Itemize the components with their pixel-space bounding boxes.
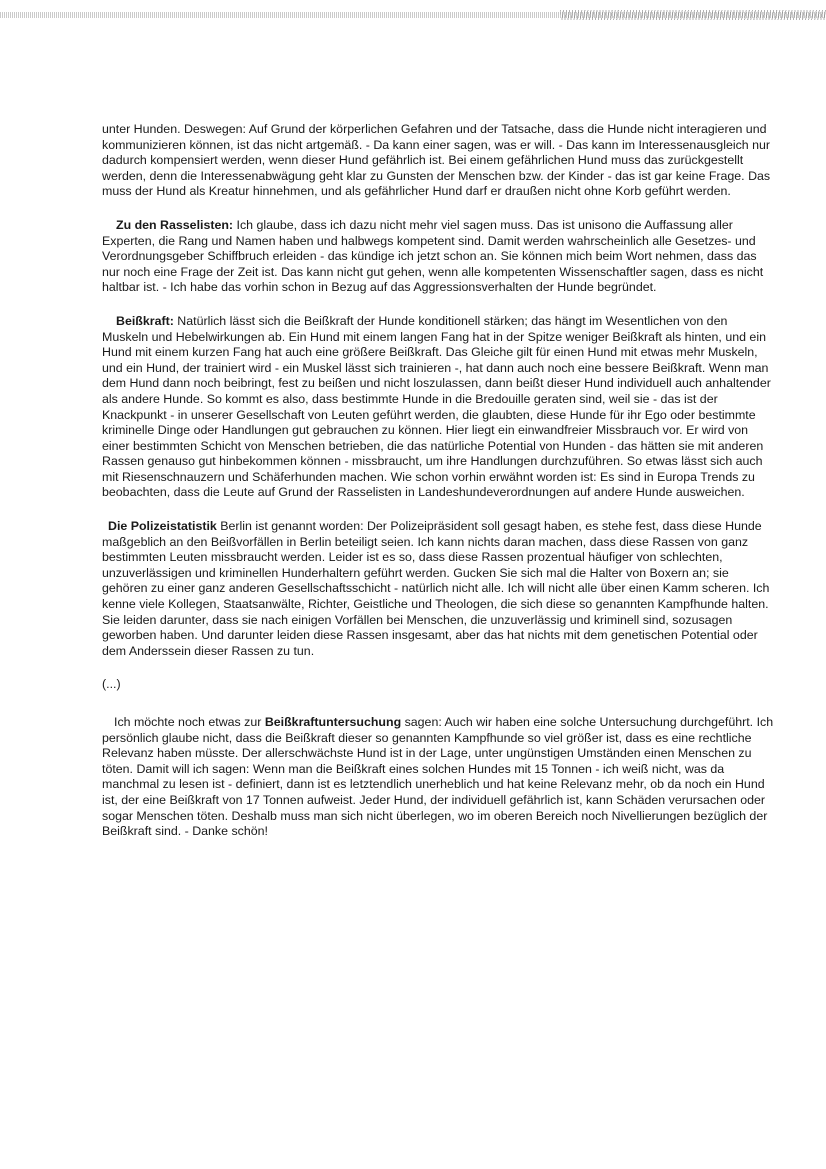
paragraph-intro-text: unter Hunden. Deswegen: Auf Grund der körperlichen Gefahren und der Tatsache, dass die Hunde nicht interagieren und kommunizieren können, ist das nicht artgemäß. - Da kann einer sagen, was er will. - Das kann im Interessenausgleich nur dadurch kompensiert werden, wenn dieser Hund gefährlich ist. Bei einem gefährlichen Hund muss das zurückgestellt werden, denn die Interessenabwägung geht klar zu Gunsten der Menschen bzw. der Kinder - das ist gar keine Frage. Das muss der Hund als Kreatur hinnehmen, und als gefährlicher Hund darf er draußen nicht ohne Korb geführt werden.	[102, 122, 771, 199]
paragraph-rasselisten-text: Ich glaube, dass ich dazu nicht mehr viel sagen muss. Das ist unisono die Auffassung aller Experten, die Rang und Namen haben und halbwegs kompetent sind. Damit werden wahrscheinlich alle Gesetzes- und Verordnungsgeber Schiffbruch erleiden - das kündige ich jetzt schon an. Sie können mich beim Wort nehmen, dass das nur noch eine Frage der Zeit ist. Das kann nicht gut gehen, wenn alle kompetenten Wissenschaftler sagen, dass es nicht haltbar ist. - Ich habe das vorhin schon in Bezug auf das Aggressionsverhalten der Hunde begründet.	[102, 217, 764, 295]
heading-rasselisten: Zu den Rasselisten:	[116, 217, 234, 232]
omission-marker: (...)	[102, 677, 121, 692]
document-page	[102, 122, 774, 858]
paragraph-intro	[102, 122, 774, 200]
heading-polizeistatistik: Die Polizeistatistik	[108, 519, 217, 534]
paragraph-beisskraft-text: Natürlich lässt sich die Beißkraft der Hunde konditionell stärken; das hängt im Wesentlichen von den Muskeln und Hebelwirkungen ab. Ein Hund mit einem langen Fang hat in der Spitze weniger Beißkraft als hinten, und ein Hund mit einem kurzen Fang hat auch eine größere Beißkraft. Das Gleiche gilt für einen Hund mit etwas mehr Muskeln, und ein Hund, der trainiert wird - ein Muskel lässt sich trainieren -, hat dann auch noch eine bessere Beißkraft. Wenn man dem Hund dann noch beibringt, fest zu beißen und nicht loszulassen, dann beißt dieser Hund individuell auch anhaltender als andere Hunde. So kommt es also, dass bestimmte Hunde in die Bredouille geraten sind, weil sie - das ist der Knackpunkt - in unserer Gesellschaft von Leuten geführt werden, die glaubten, diese Hunde für ihr Ego oder bestimmte kriminelle Dinge oder Handlungen gut gebrauchen zu können. Hier liegt ein einwandfreier Missbrauch vor. Er wird von einer bestimmten Schicht von Menschen betrieben, die das natürliche Potential von Hunden - das hätten sie mit anderen Rassen genauso gut hinbekommen können - missbraucht, um ihre Handlungen durchzuführen. So etwas lässt sich auch mit Riesenschnauzern und Schäferhunden machen. Wie schon vorhin erwähnt worden ist: Es sind in Europa Trends zu beobachten, dass die Leute auf Grund der Rasselisten in Landeshundeverordnungen auf andere Hunde ausweichen.	[102, 313, 771, 500]
paragraph-polizeistatistik-text: Berlin ist genannt worden: Der Polizeipräsident soll gesagt haben, es stehe fest, dass diese Hunde maßgeblich an den Beißvorfällen in Berlin beteiligt seien. Ich kann nichts daran machen, dass diese Rassen von ganz bestimmten Leuten missbraucht werden. Leider ist es so, dass diese Rassen prozentual häufiger von schlechten, unzuverlässigen und kriminellen Hunderhaltern geführt werden. Gucken Sie sich mal die Halter von Boxern an; sie gehören zu einer ganz anderen Gesellschaftsschicht - natürlich nicht alle. Ich will nicht alle über einen Kamm scheren. Ich kenne viele Kollegen, Staatsanwälte, Richter, Geistliche und Theologen, die sich diese so genannten Kampfhunde halten. Sie leiden darunter, dass sie nach einigen Vorfällen bei Menschen, die unzuverlässig und kriminell sind, sozusagen geworben haben. Und darunter leiden diese Rassen insgesamt, aber das hat nichts mit dem genetischen Potential oder dem Anderssein dieser Rassen zu tun.	[102, 519, 770, 658]
paragraph-beisskraftuntersuchung-text: sagen: Auch wir haben eine solche Untersuchung durchgeführt. Ich persönlich glaube nicht, dass die Beißkraft dieser so genannten Kampfhunde so viel größer ist, dass es eine rechtliche Relevanz haben müsste. Der allerschwächste Hund ist in der Lage, unter ungünstigen Umständen einen Menschen zu töten. Damit will ich sagen: Wenn man die Beißkraft eines solchen Hundes mit 15 Tonnen - ich weiß nicht, was da manchmal zu lesen ist - definiert, dann ist es letztendlich unerheblich und hat keine Relevanz mehr, ob da noch ein Hund ist, der eine Beißkraft von 17 Tonnen aufweist. Jeder Hund, der individuell gefährlich ist, kann Schäden verursachen oder sogar Menschen töten. Deshalb muss man sich nicht überlegen, wo im oberen Bereich noch Nivellierungen bezüglich der Beißkraft sind. - Danke schön!	[102, 715, 774, 839]
paragraph-polizeistatistik	[102, 519, 774, 659]
paragraph-beisskraftuntersuchung	[102, 715, 774, 840]
scan-top-edge-dark	[560, 10, 826, 20]
heading-beisskraftuntersuchung: Beißkraftuntersuchung	[264, 715, 402, 729]
heading-beisskraft: Beißkraft:	[116, 313, 174, 328]
paragraph-beisskraftuntersuchung-lead: Ich möchte noch etwas zur	[114, 715, 265, 729]
paragraph-beisskraft	[102, 314, 774, 501]
paragraph-rasselisten	[102, 218, 774, 296]
